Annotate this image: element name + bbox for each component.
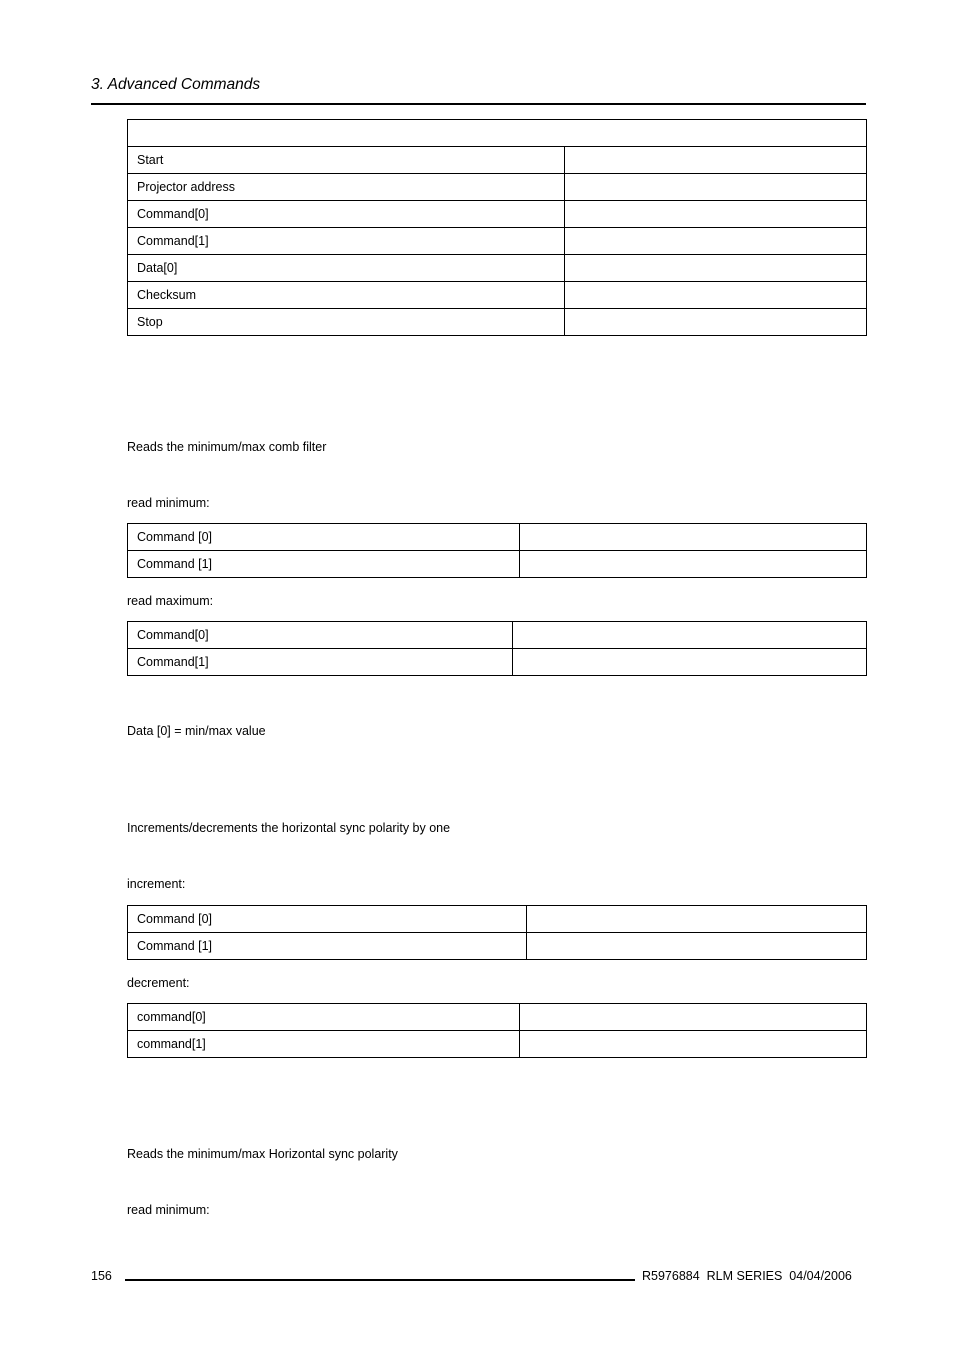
table-cell-label: Checksum — [128, 282, 565, 309]
table-cell-label: Stop — [128, 309, 565, 336]
table-row — [128, 649, 867, 676]
document-reference: R5976884 RLM SERIES 04/04/2006 — [642, 1269, 852, 1283]
section1-data-note: Data [0] = min/max value — [127, 724, 266, 738]
table-row — [128, 1031, 867, 1058]
section2-decrement-label: decrement: — [127, 976, 190, 990]
table-row — [128, 255, 867, 282]
table-row — [128, 282, 867, 309]
section2-decrement-table — [127, 1003, 867, 1058]
table-cell-label: Command[0] — [128, 622, 513, 649]
table-cell-value — [513, 622, 867, 649]
table-row — [128, 147, 867, 174]
table-cell-value — [520, 1004, 867, 1031]
table-row — [128, 622, 867, 649]
table-cell-value — [527, 933, 867, 960]
table-cell-value — [565, 228, 867, 255]
section1-read-max-table — [127, 621, 867, 676]
table-row — [128, 551, 867, 578]
table-row — [128, 906, 867, 933]
section2-increment-label: increment: — [127, 877, 186, 891]
table-cell-label: Command[1] — [128, 649, 513, 676]
table-row — [128, 309, 867, 336]
table-cell-label: Command [1] — [128, 551, 520, 578]
table-row — [128, 1004, 867, 1031]
table-cell-value — [513, 649, 867, 676]
table-cell-value — [565, 174, 867, 201]
section1-read-min-table — [127, 523, 867, 578]
table-cell-value — [520, 551, 867, 578]
table-cell-value — [527, 906, 867, 933]
table-caption-cell — [128, 120, 867, 147]
table-cell-label: Command [1] — [128, 933, 527, 960]
table-cell-value — [565, 201, 867, 228]
table-row — [128, 174, 867, 201]
table-cell-label: Command [0] — [128, 524, 520, 551]
table-row — [128, 933, 867, 960]
section1-read-max-label: read maximum: — [127, 594, 214, 608]
header-rule — [91, 103, 866, 105]
section2-increment-table — [127, 905, 867, 960]
section3-read-min-label: read minimum: — [127, 1203, 210, 1217]
table-cell-value — [520, 1031, 867, 1058]
section2-description: Increments/decrements the horizontal sync polarity by one — [127, 821, 451, 835]
section1-read-min-label: read minimum: — [127, 496, 210, 510]
protocol-table — [127, 119, 867, 336]
table-row — [128, 228, 867, 255]
table-cell-value — [565, 282, 867, 309]
footer-rule — [125, 1279, 635, 1281]
section3-description: Reads the minimum/max Horizontal sync polarity — [127, 1147, 398, 1161]
table-cell-label: command[0] — [128, 1004, 520, 1031]
table-cell-value — [520, 524, 867, 551]
table-cell-label: Command[0] — [128, 201, 565, 228]
table-cell-label: Command [0] — [128, 906, 527, 933]
table-cell-label: Projector address — [128, 174, 565, 201]
table-cell-label: Start — [128, 147, 565, 174]
table-cell-value — [565, 255, 867, 282]
table-row — [128, 120, 867, 147]
table-cell-label: Command[1] — [128, 228, 565, 255]
table-row — [128, 524, 867, 551]
table-cell-value — [565, 147, 867, 174]
table-row — [128, 201, 867, 228]
section1-description: Reads the minimum/max comb filter — [127, 440, 327, 454]
table-cell-label: Data[0] — [128, 255, 565, 282]
page-number: 156 — [91, 1269, 112, 1283]
table-cell-value — [565, 309, 867, 336]
table-cell-label: command[1] — [128, 1031, 520, 1058]
page-header-title: 3. Advanced Commands — [91, 76, 261, 93]
